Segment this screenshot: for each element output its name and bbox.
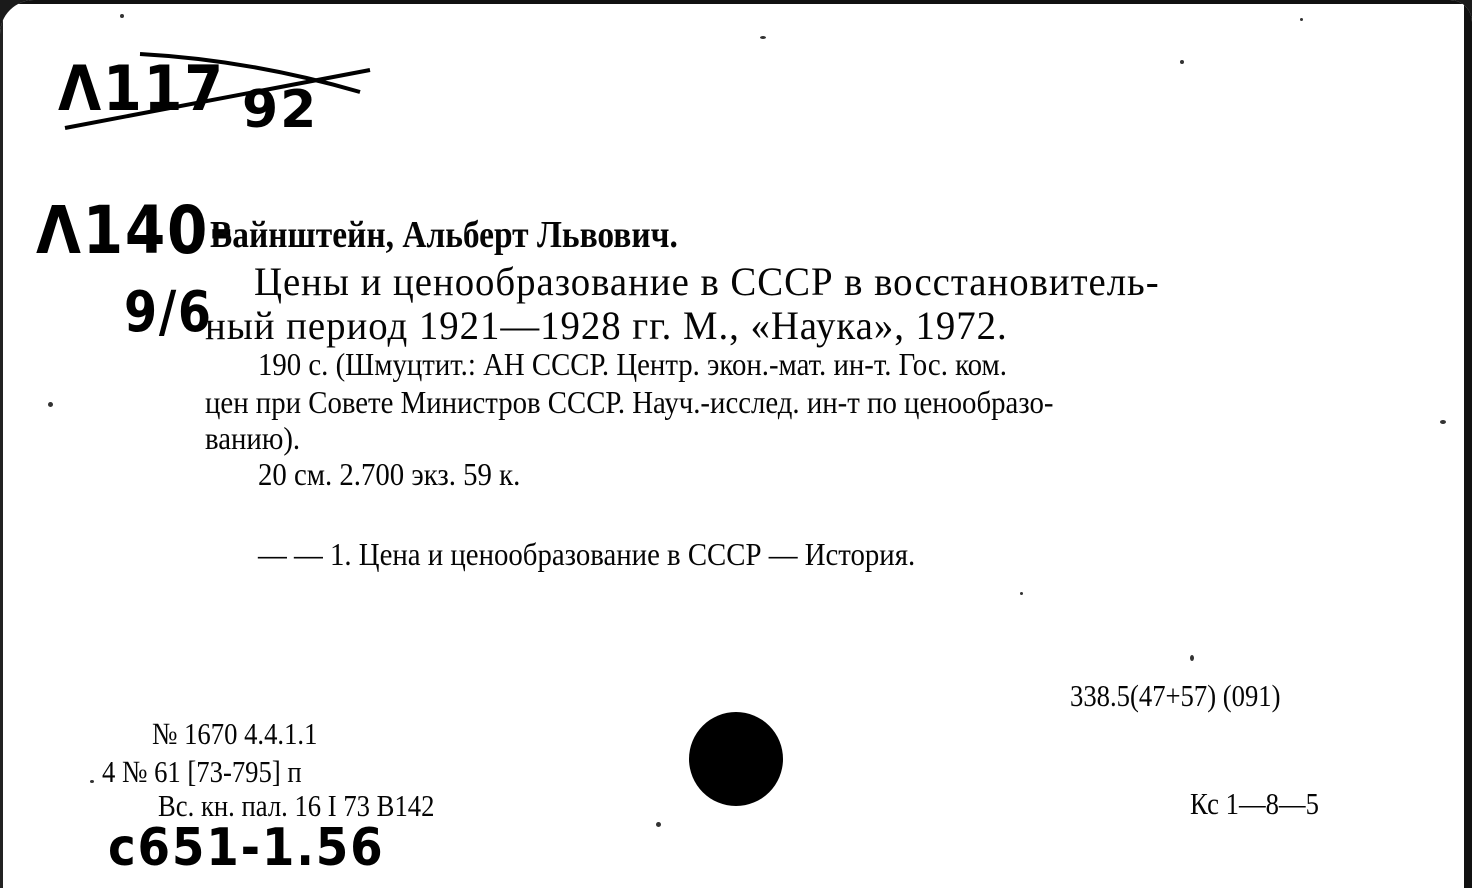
scan-noise (120, 14, 124, 18)
scan-noise (90, 780, 94, 783)
book-chamber-line: Вс. кн. пал. 16 I 73 В142 (158, 788, 435, 823)
card-code: Кс 1—8—5 (1190, 786, 1319, 821)
description-line-3: ванию). (205, 420, 301, 456)
handwritten-correction: 92 (242, 80, 319, 140)
scan-noise (760, 36, 766, 39)
card-top-edge (0, 0, 1472, 4)
handwritten-shelfmark-top: Λ140- (36, 192, 236, 269)
description-line-2: цен при Совете Министров СССР. Науч.-исслед. ин-т по ценообразо- (205, 384, 1054, 420)
scan-noise (1440, 420, 1446, 424)
title-line-1: Цены и ценообразование в СССР в восстановитель- (254, 259, 1160, 304)
author-heading: Вайнштейн, Альберт Львович. (210, 214, 678, 256)
scan-noise (1020, 592, 1023, 595)
handwritten-old-shelfmark: Λ117 (58, 52, 225, 125)
scan-noise (48, 402, 53, 407)
handwritten-shelfmark-bottom: 9/6 (124, 280, 213, 345)
scan-noise (1300, 18, 1303, 21)
issue-number: 4 № 61 [73-795] п (102, 754, 302, 789)
classification-number: 338.5(47+57) (091) (1070, 678, 1281, 713)
card-right-edge (1464, 0, 1472, 888)
scan-noise (656, 822, 661, 827)
card-punch-hole (689, 712, 783, 806)
card-left-edge (0, 0, 3, 888)
physical-description: 20 см. 2.700 экз. 59 к. (258, 456, 521, 492)
scan-noise (1180, 60, 1184, 64)
subject-heading: — — 1. Цена и ценообразование в СССР — История. (258, 536, 916, 572)
strike-through-line (60, 40, 380, 140)
title-line-2: ный период 1921—1928 гг. М., «Наука», 1972. (205, 303, 1008, 348)
handwritten-bottom-note: c651-1.56 (108, 818, 385, 878)
scan-noise (1190, 655, 1194, 661)
description-line-1: 190 с. (Шмуцтит.: АН СССР. Центр. экон.-мат. ин-т. Гос. ком. (258, 346, 1007, 382)
registration-number: № 1670 4.4.1.1 (152, 716, 318, 751)
